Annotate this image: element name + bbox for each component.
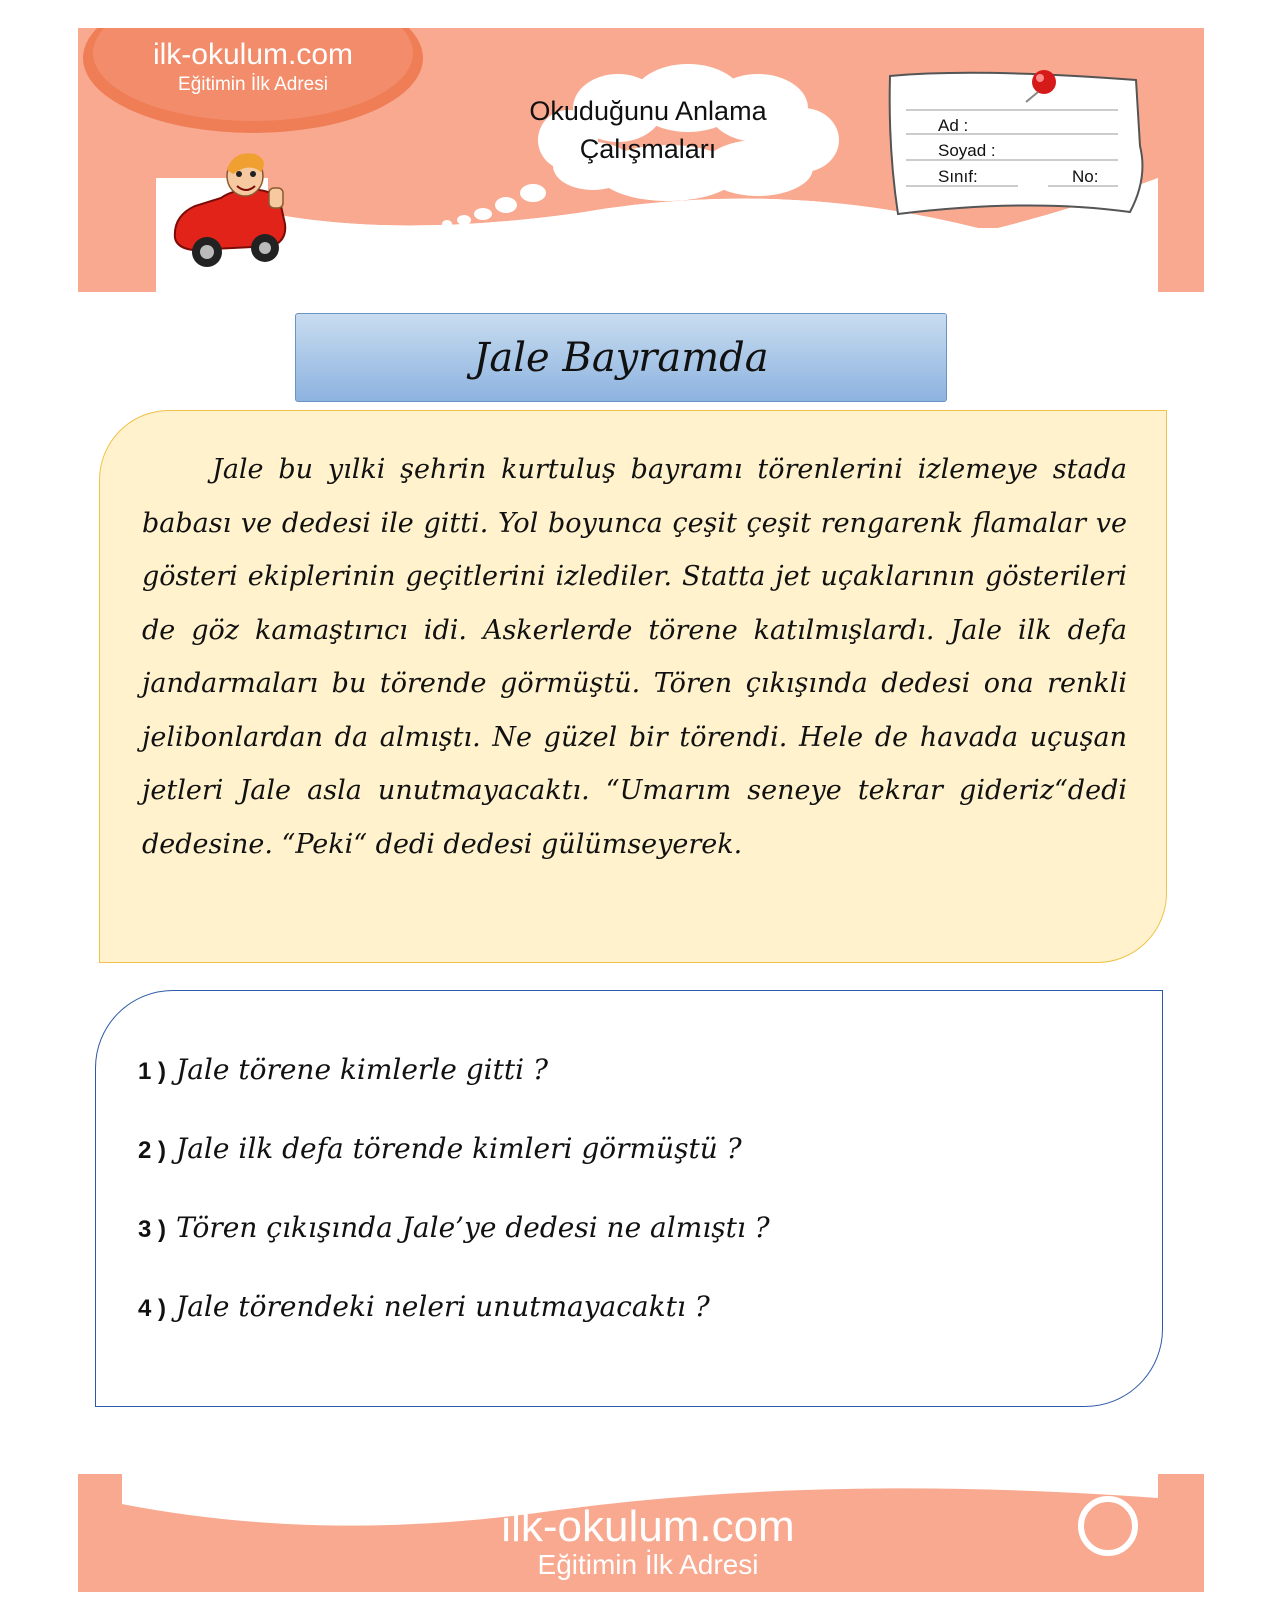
footer-site-name: ilk-okulum.com [501,1502,795,1551]
story-title: Jale Bayramda [473,335,769,381]
question-number: 1 ) [138,1058,167,1085]
question-4 [138,1290,710,1323]
soyad-label: Soyad : [938,141,996,160]
site-name: ilk-okulum.com [152,38,354,71]
story-title-box [295,313,947,402]
worksheet-title [498,92,798,168]
worksheet-title-line1: Okuduğunu Anlama [529,96,767,126]
story-box [99,410,1167,963]
sinif-label: Sınıf: [938,167,978,186]
footer-band [78,1474,1204,1592]
question-number: 3 ) [138,1216,167,1243]
question-text: Tören çıkışında Jale’ye dedesi ne almıştı ? [176,1211,770,1244]
site-tagline: Eğitimin İlk Adresi [178,74,328,95]
question-text: Jale ilk defa törende kimleri görmüştü ? [176,1132,742,1165]
story-text: Jale bu yılki şehrin kurtuluş bayramı törenlerini izlemeye stada babası ve dedesi ile gitti. Yol boyunca çeşit çeşit rengarenk flamalar ve gösteri ekiplerinin geçitlerini izlediler. Statta jet uçaklarının gösterileri de göz kamaştırıcı idi. Askerlerde törene katılmışlardı. Jale ilk defa jandarmaları bu törende görmüştü. Tören çıkışında dedesi ona renkli jelibonlardan da almıştı. Ne güzel bir törendi. Hele de havada uçuşan jetleri Jale asla unutmayacaktı. “Umarım seneye tekrar gideriz“dedi dedesine. “Peki“ dedi dedesi gülümseyerek. [142,454,1127,860]
question-text: Jale törene kimlerle gitti ? [176,1053,548,1086]
ad-label: Ad : [938,116,969,135]
question-2 [138,1132,742,1165]
footer-site-tagline: Eğitimin İlk Adresi [537,1549,759,1580]
questions-box [95,990,1163,1407]
question-3 [138,1211,770,1244]
question-number: 4 ) [138,1295,167,1322]
worksheet-title-line2: Çalışmaları [579,134,717,164]
question-1 [138,1053,548,1086]
no-label: No: [1072,167,1099,186]
name-card-shape [890,70,1143,214]
question-number: 2 ) [138,1137,167,1164]
header-band [78,28,1204,292]
question-text: Jale törendeki neleri unutmayacaktı ? [176,1290,710,1323]
